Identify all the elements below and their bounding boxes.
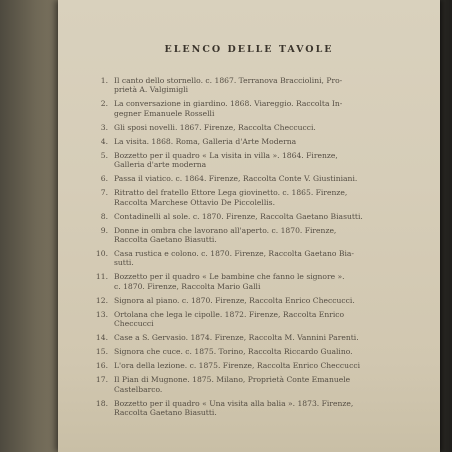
plate-description: Donne in ombra che lavorano all'aperto. c. 1870. Firenze, Raccolta Gaetano Biasutti. xyxy=(114,225,337,245)
plate-number: 4. xyxy=(100,136,108,146)
plate-number: 18. xyxy=(95,398,108,408)
plate-entry xyxy=(92,347,432,356)
plate-entry xyxy=(92,212,432,221)
plate-description: Ritratto del fratello Ettore Lega giovinetto. c. 1865. Firenze, Raccolta Marchese Ottavio De Piccolellis. xyxy=(114,188,348,207)
book-page xyxy=(58,0,440,452)
plate-number: 10. xyxy=(95,249,108,259)
plate-number: 14. xyxy=(95,333,108,343)
plate-entry xyxy=(92,137,432,146)
plate-entry xyxy=(92,188,432,207)
plate-description: Contadinelli al sole. c. 1870. Firenze, Raccolta Gaetano Biasutti. xyxy=(114,211,363,221)
plate-entry xyxy=(92,76,432,95)
plate-number: 5. xyxy=(100,150,108,160)
plate-description: Il Pian di Mugnone. 1875. Milano, Proprietà Conte Emanuele Castelbarco. xyxy=(114,375,351,394)
plate-entry xyxy=(92,151,432,170)
plate-number: 12. xyxy=(95,295,108,305)
plate-description: Signora che cuce. c. 1875. Torino, Raccolta Riccardo Gualino. xyxy=(114,347,353,357)
plate-entry xyxy=(92,399,432,418)
book-edge xyxy=(440,0,452,452)
plate-number: 11. xyxy=(95,272,108,282)
plate-number: 13. xyxy=(95,309,108,319)
plate-entry xyxy=(92,123,432,132)
plate-list xyxy=(92,76,432,422)
plate-description: Ortolana che lega le cipolle. 1872. Firenze, Raccolta Enrico Checcucci xyxy=(114,309,345,329)
plate-number: 15. xyxy=(95,347,108,357)
plate-number: 2. xyxy=(100,99,108,109)
plate-description: Signora al piano. c. 1870. Firenze, Raccolta Enrico Checcucci. xyxy=(114,295,355,305)
plate-description: Bozzetto per il quadro « Le bambine che fanno le signore ». c. 1870. Firenze, Raccolta Mario Galli xyxy=(114,272,345,291)
plate-number: 6. xyxy=(100,174,108,184)
plate-entry xyxy=(92,99,432,118)
plate-description: La conversazione in giardino. 1868. Viareggio. Raccolta In- gegner Emanuele Rosselli xyxy=(114,99,343,118)
plate-number: 7. xyxy=(100,188,108,198)
plate-number: 16. xyxy=(95,361,108,371)
plate-description: Gli sposi novelli. 1867. Firenze, Raccolta Checcucci. xyxy=(114,122,316,132)
plate-entry xyxy=(92,174,432,183)
plate-entry xyxy=(92,272,432,291)
plate-description: Il canto dello stornello. c. 1867. Terranova Bracciolini, Pro- prietà A. Valgimigli xyxy=(114,76,343,95)
plate-entry xyxy=(92,361,432,370)
page-title: ELENCO DELLE TAVOLE xyxy=(164,44,334,55)
plate-description: L'ora della lezione. c. 1875. Firenze, Raccolta Enrico Checcucci xyxy=(114,361,361,371)
plate-number: 17. xyxy=(95,375,108,385)
plate-description: Bozzetto per il quadro « Una visita alla balia ». 1873. Firenze, Raccolta Gaetano Biasutti. xyxy=(114,398,354,418)
plate-entry xyxy=(92,296,432,305)
plate-number: 3. xyxy=(100,122,108,132)
plate-description: Bozzetto per il quadro « La visita in villa ». 1864. Firenze, Galleria d'arte moderna xyxy=(114,150,338,170)
plate-entry xyxy=(92,310,432,329)
plate-entry xyxy=(92,249,432,268)
plate-description: Case a S. Gervasio. 1874. Firenze, Raccolta M. Vannini Parenti. xyxy=(114,333,359,343)
plate-entry xyxy=(92,375,432,394)
plate-description: La visita. 1868. Roma, Galleria d'Arte Moderna xyxy=(114,136,297,146)
plate-description: Casa rustica e colono. c. 1870. Firenze, Raccolta Gaetano Bia- sutti. xyxy=(114,249,354,268)
plate-entry xyxy=(92,226,432,245)
plate-number: 1. xyxy=(100,76,108,85)
plate-number: 9. xyxy=(100,225,108,235)
plate-entry xyxy=(92,333,432,342)
plate-number: 8. xyxy=(100,211,108,221)
plate-description: Passa il viatico. c. 1864. Firenze, Raccolta Conte V. Giustiniani. xyxy=(114,174,358,184)
